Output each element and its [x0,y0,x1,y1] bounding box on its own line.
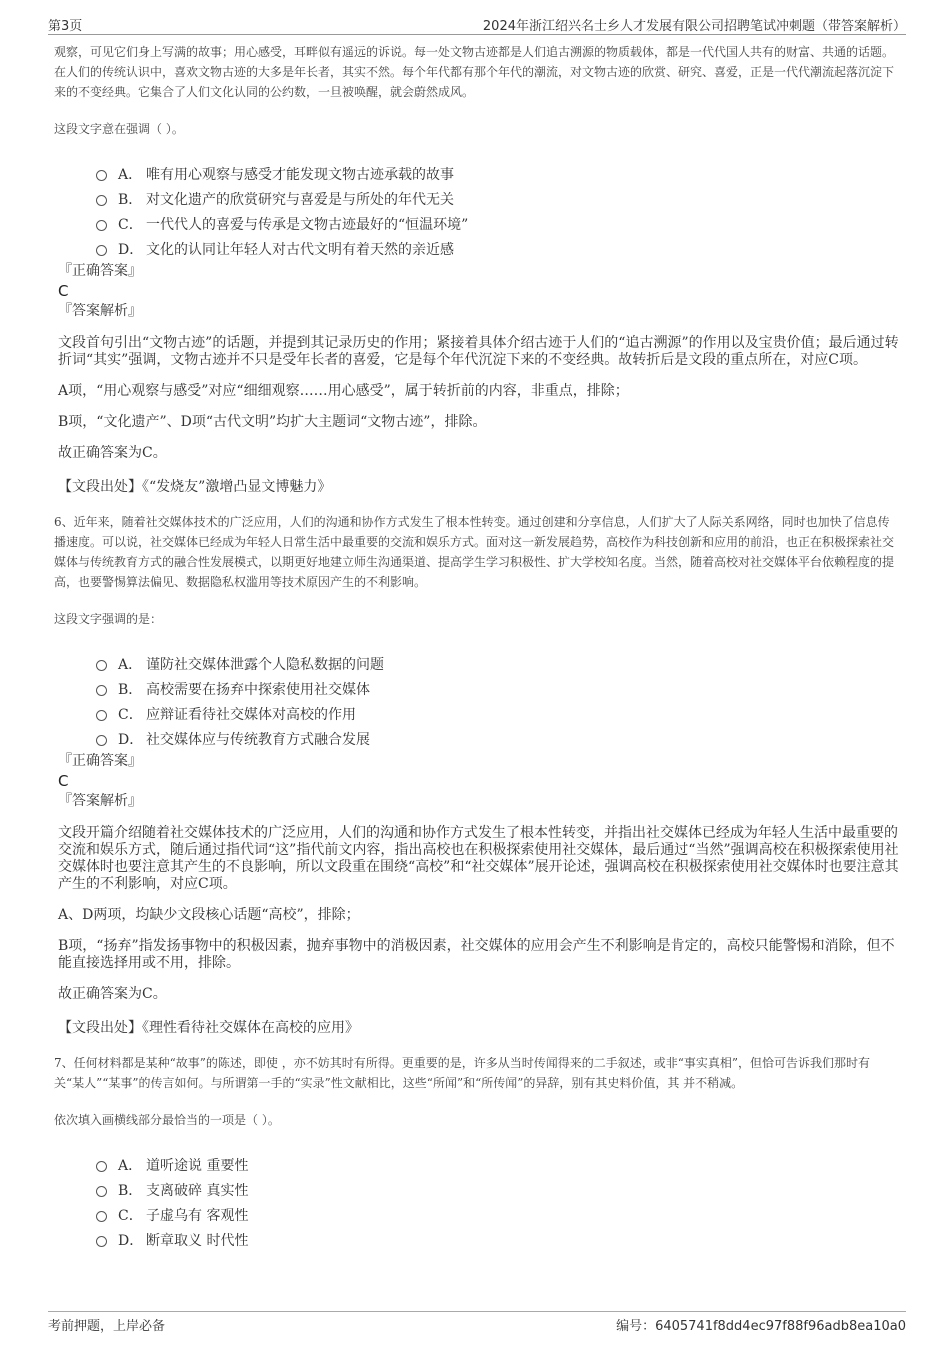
q5-analysis-label: 『答案解析』 [58,303,142,319]
q5-answer-label: 『正确答案』 [58,263,142,279]
analysis-paragraph: B项，“扬弃”指发扬事物中的积极因素，抛弃事物中的消极因素，社交媒体的应用会产生不利影响是肯定的，高校只能警惕和消除，但不能直接选择用或不用，排除。 [58,938,895,971]
q6-question: 这段文字强调的是： [54,612,163,626]
q6-option-c[interactable] [96,701,900,726]
option-text: 谨防社交媒体泄露个人隐私数据的问题 [146,656,384,673]
q5-answer: C [58,282,69,300]
option-letter: D． [118,241,144,258]
q5-options [96,161,900,261]
analysis-paragraph: 故正确答案为C。 [58,986,167,1002]
analysis-paragraph: 文段首句引出“文物古迹”的话题，并提到其记录历史的作用；紧接着具体介绍古迹于人们的“追古溯源”的作用以及宝贵价值；最后通过转折词“其实”强调，文物古迹并不只是受年长者的喜爱，它是每个年代沉淀下来的不变经典。故转折后是文段的重点所在，对应C项。 [58,335,899,368]
option-text: 断章取义 时代性 [146,1232,249,1249]
q5-analysis [58,335,900,462]
radio-icon[interactable] [96,1161,107,1172]
option-text: 唯有用心观察与感受才能发现文物古迹承载的故事 [146,166,454,183]
option-text: 支离破碎 真实性 [146,1182,249,1199]
q6-answer: C [58,772,69,790]
radio-icon[interactable] [96,660,107,671]
option-letter: C． [118,706,143,723]
q6-source: 【文段出处】《理性看待社交媒体在高校的应用》 [58,1020,359,1036]
option-letter: B． [118,191,143,208]
analysis-paragraph: B项，“文化遗产”、D项“古代文明”均扩大主题词“文物古迹”，排除。 [58,414,487,430]
q7-option-c[interactable] [96,1202,900,1227]
q5-passage: 观察，可见它们身上写满的故事；用心感受，耳畔似有遥远的诉说。每一处文物古迹都是人们追古溯源的物质载体，都是一代代国人共有的财富、共通的话题。在人们的传统认识中，喜欢文物古迹的大多是年长者，其实不然。每个年代都有那个年代的潮流，对文物古迹的欣赏、研究、喜爱，正是一代代潮流起落沉淀下来的不变经典。它集合了人们文化认同的公约数，一旦被唤醒，就会蔚然成风。 [54,45,895,99]
footer-slogan: 考前押题，上岸必备 [48,1319,166,1334]
option-letter: B． [118,681,143,698]
option-text: 子虚乌有 客观性 [146,1207,249,1224]
page-footer [48,1311,906,1334]
radio-icon[interactable] [96,1236,107,1247]
q7-option-b[interactable] [96,1177,900,1202]
q6-passage: 6、近年来，随着社交媒体技术的广泛应用，人们的沟通和协作方式发生了根本性转变。通过创建和分享信息，人们扩大了人际关系网络，同时也加快了信息传播速度。可以说，社交媒体已经成为年轻人日常生活中最重要的交流和娱乐方式。面对这一新发展趋势，高校作为科技创新和应用的前沿，也正在积极探索社交媒体与传统教育方式的融合性发展模式，以期更好地建立师生沟通渠道、提高学生学习积极性、扩大学校知名度。当然，随着高校对社交媒体平台依赖程度的提高，也要警惕算法偏见、数据隐私权滥用等技术原因产生的不利影响。 [54,515,895,589]
option-text: 文化的认同让年轻人对古代文明有着天然的亲近感 [146,241,454,258]
option-letter: C． [118,1207,143,1224]
radio-icon[interactable] [96,735,107,746]
option-text: 应辩证看待社交媒体对高校的作用 [146,706,356,723]
option-text: 道听途说 重要性 [146,1157,249,1174]
q6-option-a[interactable] [96,651,900,676]
analysis-paragraph: A、D两项，均缺少文段核心话题“高校”，排除； [58,907,360,923]
radio-icon[interactable] [96,1186,107,1197]
q5-source: 【文段出处】《“发烧友”激增凸显文博魅力》 [58,479,332,495]
option-letter: D． [118,1232,144,1249]
option-text: 一代代人的喜爱与传承是文物古迹最好的“恒温环境” [146,216,469,233]
option-letter: A． [118,1157,143,1174]
q7-question: 依次填入画横线部分最恰当的一项是（ ）。 [54,1113,280,1127]
option-text: 高校需要在扬弃中探索使用社交媒体 [146,681,370,698]
q5-option-d[interactable] [96,236,900,261]
analysis-paragraph: 故正确答案为C。 [58,445,167,461]
q5-option-b[interactable] [96,186,900,211]
q5-option-c[interactable] [96,211,900,236]
option-letter: A． [118,656,143,673]
radio-icon[interactable] [96,1211,107,1222]
radio-icon[interactable] [96,220,107,231]
q7-option-a[interactable] [96,1152,900,1177]
document-title: 2024年浙江绍兴名士乡人才发展有限公司招聘笔试冲刺题（带答案解析） [482,19,906,34]
q7-option-d[interactable] [96,1227,900,1252]
option-letter: D． [118,731,144,748]
q5-question: 这段文字意在强调（ ）。 [54,122,184,136]
page-content [54,42,900,1252]
q6-options [96,651,900,751]
page-number: 第3页 [48,19,83,34]
option-letter: B． [118,1182,143,1199]
radio-icon[interactable] [96,710,107,721]
q6-option-d[interactable] [96,726,900,751]
option-letter: C． [118,216,143,233]
page-header [48,12,906,35]
option-letter: A． [118,166,143,183]
analysis-paragraph: 文段开篇介绍随着社交媒体技术的广泛应用，人们的沟通和协作方式发生了根本性转变，并指出社交媒体已经成为年轻人生活中最重要的交流和娱乐方式，随后通过指代词“这”指代前文内容，指出高校也在积极探索使用社交媒体，最后通过“当然”强调高校在积极探索使用社交媒体时也要注意其产生的不良影响，所以文段重在围绕“高校”和“社交媒体”展开论述，强调高校在积极探索使用社交媒体时也要注意其产生的不利影响，对应C项。 [58,825,899,892]
radio-icon[interactable] [96,685,107,696]
q6-analysis-label: 『答案解析』 [58,793,142,809]
analysis-paragraph: A项，“用心观察与感受”对应“细细观察……用心感受”，属于转折前的内容，非重点，排除； [58,383,629,399]
q5-option-a[interactable] [96,161,900,186]
q6-answer-label: 『正确答案』 [58,753,142,769]
document-id: 编号：6405741f8dd4ec97f88f96adb8ea10a0 [616,1319,906,1334]
radio-icon[interactable] [96,170,107,181]
q6-analysis [58,825,900,1003]
radio-icon[interactable] [96,195,107,206]
radio-icon[interactable] [96,245,107,256]
option-text: 社交媒体应与传统教育方式融合发展 [146,731,370,748]
q6-option-b[interactable] [96,676,900,701]
q7-options [96,1152,900,1252]
option-text: 对文化遗产的欣赏研究与喜爱是与所处的年代无关 [146,191,454,208]
q7-passage: 7、任何材料都是某种“故事”的陈述，即使 ，亦不妨其时有所得。更重要的是，许多从当时传闻得来的二手叙述，或非“事实真相”，但恰可告诉我们那时有关“某人”“某事”的传言如何。与所谓第一手的“实录”性文献相比，这些“所闻”和“所传闻”的异辞，别有其史料价值，其 并不稍减。 [54,1056,870,1090]
